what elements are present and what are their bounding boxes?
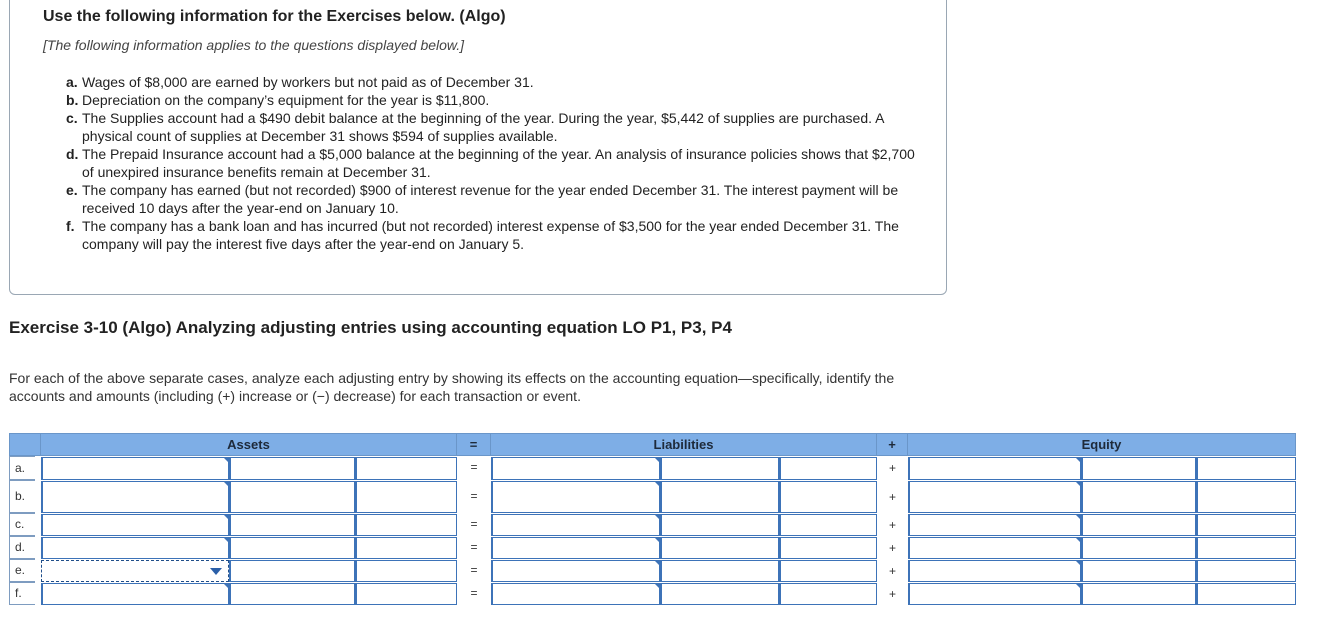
plus-sign: + <box>888 541 896 555</box>
equals-sign: = <box>470 563 478 577</box>
equals-sign: = <box>470 489 478 503</box>
header-plus: + <box>877 433 908 456</box>
row-label: a. <box>9 456 35 480</box>
equity-entry-field[interactable] <box>908 560 1081 582</box>
assets-entry-field[interactable] <box>355 481 457 513</box>
equity-entry-field[interactable] <box>1081 457 1196 480</box>
assets-entry-field[interactable] <box>355 583 457 605</box>
liabilities-entry-field[interactable] <box>779 560 877 582</box>
equity-entry-field[interactable] <box>1196 514 1296 536</box>
header-equals: = <box>457 433 491 456</box>
liabilities-entry-field[interactable] <box>660 560 779 582</box>
assets-entry-field[interactable] <box>229 514 355 536</box>
exercise-title: Exercise 3-10 (Algo) Analyzing adjusting entries using accounting equation LO P1, P3, P4 <box>9 318 732 337</box>
equity-entry-field[interactable] <box>1196 481 1296 513</box>
equals-sign: = <box>470 540 478 554</box>
equity-entry-field[interactable] <box>1081 514 1196 536</box>
plus-sign: + <box>888 564 896 578</box>
equity-entry-field[interactable] <box>908 457 1081 480</box>
liabilities-entry-field[interactable] <box>660 583 779 605</box>
equity-entry-field[interactable] <box>908 583 1081 605</box>
equals-sign: = <box>470 460 478 474</box>
liabilities-entry-field[interactable] <box>660 514 779 536</box>
equity-entry-field[interactable] <box>1081 537 1196 559</box>
equity-entry-field[interactable] <box>1196 457 1296 480</box>
liabilities-entry-field[interactable] <box>491 583 660 605</box>
assets-entry-field[interactable] <box>355 537 457 559</box>
header-blank <box>9 433 41 456</box>
assets-entry-field[interactable] <box>229 583 355 605</box>
liabilities-entry-field[interactable] <box>491 457 660 480</box>
list-item: a. Wages of $8,000 are earned by workers but not paid as of December 31. <box>66 74 534 90</box>
assets-entry-field[interactable] <box>41 514 229 536</box>
list-item: c. The Supplies account had a $490 debit balance at the beginning of the year. During the year, $5,442 of supplies are purchased. A physical count of supplies at December 31 shows $594 of supplies available. <box>66 110 884 144</box>
chevron-down-icon[interactable] <box>210 568 222 575</box>
header-assets: Assets <box>41 433 457 456</box>
liabilities-entry-field[interactable] <box>779 583 877 605</box>
list-item: b. Depreciation on the company’s equipment for the year is $11,800. <box>66 92 490 108</box>
liabilities-entry-field[interactable] <box>779 457 877 480</box>
row-label: b. <box>9 480 35 513</box>
plus-sign: + <box>888 518 896 532</box>
assets-entry-field[interactable] <box>41 537 229 559</box>
assets-entry-field[interactable] <box>41 583 229 605</box>
row-label: c. <box>9 513 35 536</box>
equity-entry-field[interactable] <box>1081 560 1196 582</box>
liabilities-entry-field[interactable] <box>779 537 877 559</box>
liabilities-entry-field[interactable] <box>660 457 779 480</box>
equity-entry-field[interactable] <box>1081 583 1196 605</box>
liabilities-entry-field[interactable] <box>660 481 779 513</box>
liabilities-entry-field[interactable] <box>660 537 779 559</box>
plus-sign: + <box>888 461 896 475</box>
assets-entry-field[interactable] <box>41 457 229 480</box>
assets-entry-field[interactable] <box>229 481 355 513</box>
assets-entry-field[interactable] <box>355 514 457 536</box>
equals-sign: = <box>470 586 478 600</box>
info-subtitle: [The following information applies to the questions displayed below.] <box>43 37 465 53</box>
liabilities-entry-field[interactable] <box>491 514 660 536</box>
equity-entry-field[interactable] <box>908 537 1081 559</box>
header-liabilities: Liabilities <box>491 433 877 456</box>
assets-entry-field[interactable] <box>41 481 229 513</box>
plus-sign: + <box>888 490 896 504</box>
assets-entry-field[interactable] <box>229 560 355 582</box>
equity-entry-field[interactable] <box>908 514 1081 536</box>
equity-entry-field[interactable] <box>1081 481 1196 513</box>
liabilities-entry-field[interactable] <box>779 514 877 536</box>
assets-entry-field[interactable] <box>355 457 457 480</box>
liabilities-entry-field[interactable] <box>491 481 660 513</box>
list-item: e. The company has earned (but not recorded) $900 of interest revenue for the year ended December 31. The interest payment will be received 10 days after the year-end on January 10. <box>66 182 899 216</box>
assets-entry-field[interactable] <box>229 457 355 480</box>
list-item: d. The Prepaid Insurance account had a $5,000 balance at the beginning of the year. An analysis of insurance policies shows that $2,700 of unexpired insurance benefits remain at December 31. <box>66 146 915 180</box>
liabilities-entry-field[interactable] <box>779 481 877 513</box>
row-label: d. <box>9 536 35 559</box>
equity-entry-field[interactable] <box>1196 583 1296 605</box>
liabilities-entry-field[interactable] <box>491 560 660 582</box>
row-label: f. <box>9 582 35 605</box>
plus-sign: + <box>888 587 896 601</box>
equity-entry-field[interactable] <box>1196 537 1296 559</box>
liabilities-entry-field[interactable] <box>491 537 660 559</box>
header-equity: Equity <box>908 433 1296 456</box>
equals-sign: = <box>470 517 478 531</box>
assets-entry-field[interactable] <box>355 560 457 582</box>
equity-entry-field[interactable] <box>1196 560 1296 582</box>
account-select-dropdown[interactable] <box>41 560 229 582</box>
row-label: e. <box>9 559 35 582</box>
list-item: f. The company has a bank loan and has incurred (but not recorded) interest expense of $3,500 for the year ended December 31. The company will pay the interest five days after the year-end on January 5. <box>66 218 899 252</box>
assets-entry-field[interactable] <box>229 537 355 559</box>
exercise-instructions: For each of the above separate cases, analyze each adjusting entry by showing its effects on the accounting equation—specifically, identify the accounts and amounts (including (+) increase or (−) decrease) for each transaction or event. <box>9 370 895 404</box>
equity-entry-field[interactable] <box>908 481 1081 513</box>
info-title: Use the following information for the Exercises below. (Algo) <box>43 8 506 25</box>
